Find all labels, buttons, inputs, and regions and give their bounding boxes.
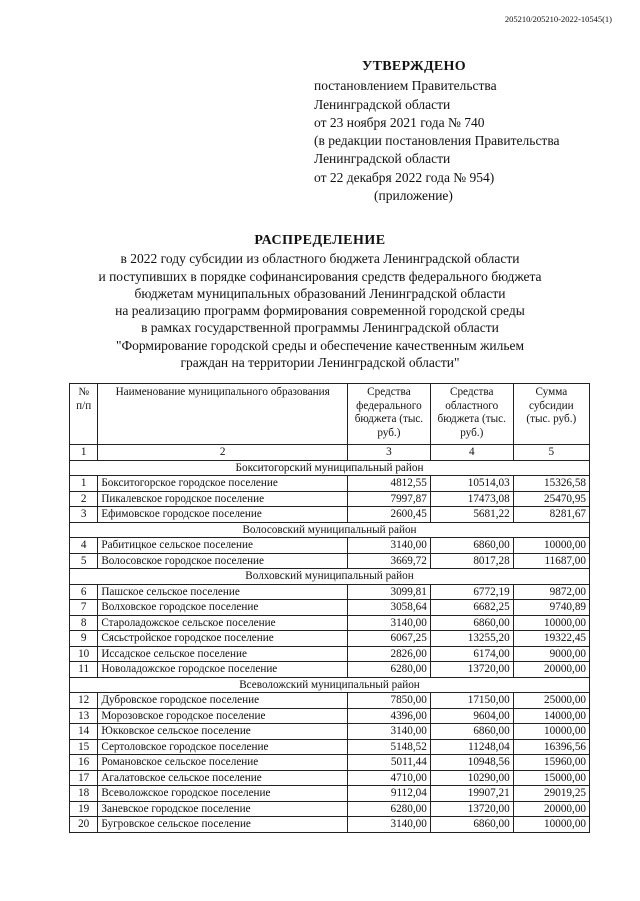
regional-amount: 6860,00 <box>430 817 513 833</box>
federal-amount: 2600,45 <box>347 507 430 523</box>
title-heading: РАСПРЕДЕЛЕНИЕ <box>254 233 386 248</box>
total-amount: 9000,00 <box>513 646 589 662</box>
table-row <box>70 739 590 755</box>
column-number: 5 <box>513 445 589 461</box>
row-number: 12 <box>70 693 98 709</box>
regional-amount: 6174,00 <box>430 646 513 662</box>
regional-amount: 10514,03 <box>430 476 513 492</box>
municipality-name: Волосовское городское поселение <box>98 553 348 569</box>
federal-amount: 3140,00 <box>347 538 430 554</box>
municipality-name: Заневское городское поселение <box>98 801 348 817</box>
title-line: на реализацию программ формирования современной городской среды <box>115 303 525 319</box>
federal-amount: 9112,04 <box>347 786 430 802</box>
title-line: граждан на территории Ленинградской области" <box>180 355 460 371</box>
regional-amount: 6860,00 <box>430 538 513 554</box>
table-row <box>70 662 590 678</box>
municipality-name: Иссадское сельское поселение <box>98 646 348 662</box>
row-number: 16 <box>70 755 98 771</box>
header-number: № п/п <box>70 384 98 445</box>
row-number: 6 <box>70 584 98 600</box>
regional-amount: 10948,56 <box>430 755 513 771</box>
row-number: 11 <box>70 662 98 678</box>
approval-line: постановлением Правительства <box>314 78 497 94</box>
municipality-name: Ефимовское городское поселение <box>98 507 348 523</box>
row-number: 14 <box>70 724 98 740</box>
approval-appendix: (приложение) <box>374 188 453 204</box>
federal-amount: 4812,55 <box>347 476 430 492</box>
regional-amount: 13255,20 <box>430 631 513 647</box>
regional-amount: 13720,00 <box>430 662 513 678</box>
total-amount: 15960,00 <box>513 755 589 771</box>
row-number: 20 <box>70 817 98 833</box>
municipality-name: Дубровское городское поселение <box>98 693 348 709</box>
total-amount: 8281,67 <box>513 507 589 523</box>
approval-stamp <box>314 58 560 205</box>
municipality-name: Новоладожское городское поселение <box>98 662 348 678</box>
regional-amount: 6772,19 <box>430 584 513 600</box>
federal-amount: 3099,81 <box>347 584 430 600</box>
municipality-name: Рабитицкое сельское поселение <box>98 538 348 554</box>
document-title <box>0 232 640 371</box>
federal-amount: 3669,72 <box>347 553 430 569</box>
title-line: "Формирование городской среды и обеспечение качественным жильем <box>115 337 525 353</box>
row-number: 1 <box>70 476 98 492</box>
table-row <box>70 817 590 833</box>
total-amount: 10000,00 <box>513 538 589 554</box>
table-row <box>70 693 590 709</box>
federal-amount: 2826,00 <box>347 646 430 662</box>
municipality-name: Агалатовское сельское поселение <box>98 770 348 786</box>
table-row <box>70 631 590 647</box>
row-number: 19 <box>70 801 98 817</box>
total-amount: 20000,00 <box>513 801 589 817</box>
row-number: 9 <box>70 631 98 647</box>
approval-line: Ленинградской области <box>314 151 451 167</box>
regional-amount: 19907,21 <box>430 786 513 802</box>
table-row <box>70 786 590 802</box>
district-row <box>70 460 590 476</box>
total-amount: 25470,95 <box>513 491 589 507</box>
district-name: Бокситогорский муниципальный район <box>70 460 590 476</box>
regional-amount: 13720,00 <box>430 801 513 817</box>
approval-line: от 22 декабря 2022 года № 954) <box>314 169 495 185</box>
regional-amount: 17150,00 <box>430 693 513 709</box>
district-name: Всеволожский муниципальный район <box>70 677 590 693</box>
table-row <box>70 600 590 616</box>
federal-amount: 4710,00 <box>347 770 430 786</box>
municipality-name: Бокситогорское городское поселение <box>98 476 348 492</box>
header-federal: Средства федерального бюджета (тыс. руб.) <box>347 384 430 445</box>
total-amount: 10000,00 <box>513 615 589 631</box>
district-row <box>70 677 590 693</box>
total-amount: 16396,56 <box>513 739 589 755</box>
row-number: 2 <box>70 491 98 507</box>
table-row <box>70 507 590 523</box>
municipality-name: Староладожское сельское поселение <box>98 615 348 631</box>
table-row <box>70 615 590 631</box>
federal-amount: 5011,44 <box>347 755 430 771</box>
row-number: 17 <box>70 770 98 786</box>
municipality-name: Бугровское сельское поселение <box>98 817 348 833</box>
table-row <box>70 755 590 771</box>
header-total: Сумма субсидии (тыс. руб.) <box>513 384 589 445</box>
distribution-table <box>69 383 590 833</box>
approval-line: (в редакции постановления Правительства <box>314 133 560 149</box>
municipality-name: Романовское сельское поселение <box>98 755 348 771</box>
total-amount: 15326,58 <box>513 476 589 492</box>
row-number: 5 <box>70 553 98 569</box>
total-amount: 14000,00 <box>513 708 589 724</box>
total-amount: 10000,00 <box>513 817 589 833</box>
regional-amount: 6860,00 <box>430 724 513 740</box>
total-amount: 19322,45 <box>513 631 589 647</box>
federal-amount: 4396,00 <box>347 708 430 724</box>
title-line: бюджетам муниципальных образований Ленинградской области <box>134 285 506 301</box>
municipality-name: Пашское сельское поселение <box>98 584 348 600</box>
table-row <box>70 646 590 662</box>
district-row <box>70 522 590 538</box>
regional-amount: 5681,22 <box>430 507 513 523</box>
table-row <box>70 801 590 817</box>
total-amount: 9872,00 <box>513 584 589 600</box>
total-amount: 9740,89 <box>513 600 589 616</box>
federal-amount: 7997,87 <box>347 491 430 507</box>
regional-amount: 6682,25 <box>430 600 513 616</box>
regional-amount: 17473,08 <box>430 491 513 507</box>
header-name: Наименование муниципального образования <box>98 384 348 445</box>
column-number: 4 <box>430 445 513 461</box>
row-number: 3 <box>70 507 98 523</box>
table-row <box>70 770 590 786</box>
municipality-name: Пикалевское городское поселение <box>98 491 348 507</box>
row-number: 13 <box>70 708 98 724</box>
table-row <box>70 553 590 569</box>
federal-amount: 3140,00 <box>347 724 430 740</box>
municipality-name: Юкковское сельское поселение <box>98 724 348 740</box>
row-number: 7 <box>70 600 98 616</box>
document-number: 205210/205210-2022-10545(1) <box>504 14 612 24</box>
total-amount: 15000,00 <box>513 770 589 786</box>
municipality-name: Морозовское городское поселение <box>98 708 348 724</box>
column-number: 3 <box>347 445 430 461</box>
table-row <box>70 538 590 554</box>
table-row <box>70 584 590 600</box>
total-amount: 11687,00 <box>513 553 589 569</box>
row-number: 10 <box>70 646 98 662</box>
federal-amount: 6280,00 <box>347 662 430 678</box>
total-amount: 10000,00 <box>513 724 589 740</box>
regional-amount: 9604,00 <box>430 708 513 724</box>
table-row <box>70 708 590 724</box>
district-name: Волосовский муниципальный район <box>70 522 590 538</box>
title-line: в рамках государственной программы Ленинградской области <box>141 320 499 336</box>
federal-amount: 3058,64 <box>347 600 430 616</box>
municipality-name: Волховское городское поселение <box>98 600 348 616</box>
header-regional: Средства областного бюджета (тыс. руб.) <box>430 384 513 445</box>
total-amount: 20000,00 <box>513 662 589 678</box>
row-number: 15 <box>70 739 98 755</box>
federal-amount: 3140,00 <box>347 615 430 631</box>
table-header <box>70 384 590 461</box>
municipality-name: Всеволожское городское поселение <box>98 786 348 802</box>
title-line: в 2022 году субсидии из областного бюджета Ленинградской области <box>120 251 520 267</box>
regional-amount: 8017,28 <box>430 553 513 569</box>
district-name: Волховский муниципальный район <box>70 569 590 585</box>
table-row <box>70 724 590 740</box>
federal-amount: 5148,52 <box>347 739 430 755</box>
approval-line: Ленинградской области <box>314 96 451 112</box>
table-row <box>70 476 590 492</box>
title-line: и поступивших в порядке софинансирования средств федерального бюджета <box>98 268 542 284</box>
row-number: 18 <box>70 786 98 802</box>
regional-amount: 11248,04 <box>430 739 513 755</box>
federal-amount: 3140,00 <box>347 817 430 833</box>
row-number: 4 <box>70 538 98 554</box>
municipality-name: Сясьстройское городское поселение <box>98 631 348 647</box>
row-number: 8 <box>70 615 98 631</box>
total-amount: 29019,25 <box>513 786 589 802</box>
district-row <box>70 569 590 585</box>
regional-amount: 6860,00 <box>430 615 513 631</box>
federal-amount: 6067,25 <box>347 631 430 647</box>
total-amount: 25000,00 <box>513 693 589 709</box>
table-body <box>70 460 590 832</box>
table-row <box>70 491 590 507</box>
regional-amount: 10290,00 <box>430 770 513 786</box>
federal-amount: 7850,00 <box>347 693 430 709</box>
municipality-name: Сертоловское городское поселение <box>98 739 348 755</box>
approval-heading: УТВЕРЖДЕНО <box>362 59 466 74</box>
federal-amount: 6280,00 <box>347 801 430 817</box>
column-number: 2 <box>98 445 348 461</box>
column-number: 1 <box>70 445 98 461</box>
approval-line: от 23 ноября 2021 года № 740 <box>314 114 485 130</box>
